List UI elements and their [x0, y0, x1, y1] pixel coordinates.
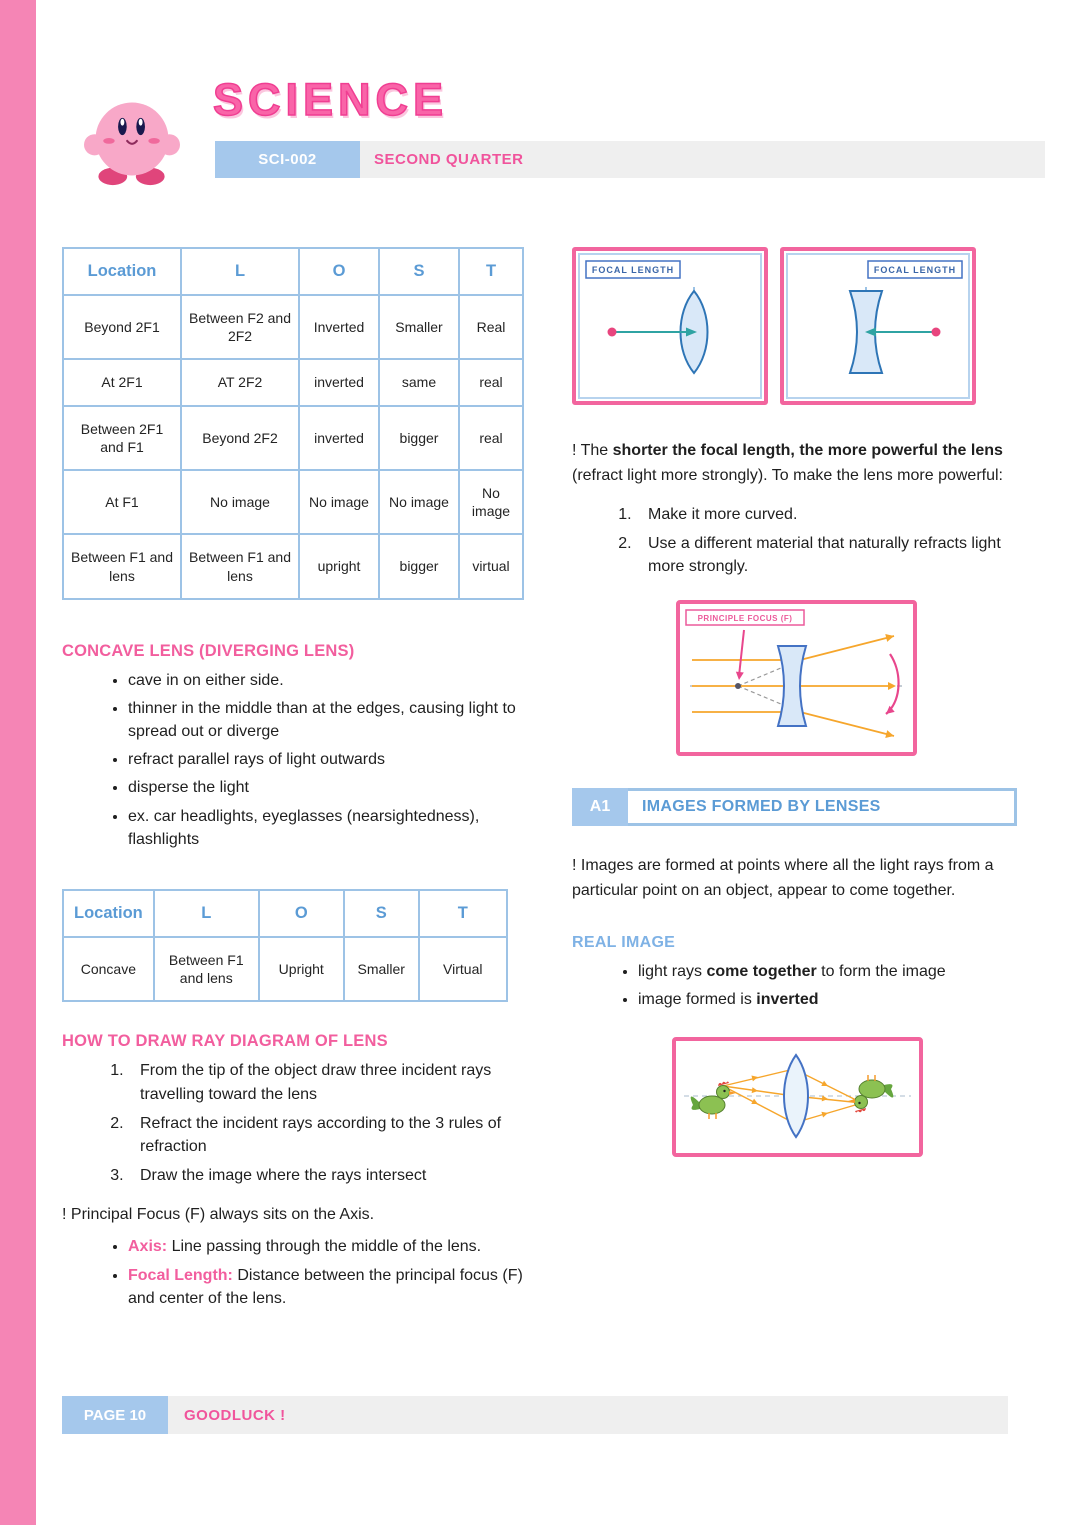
cell: Beyond 2F1 — [63, 295, 181, 359]
header-cell: O — [299, 248, 379, 295]
cell: At 2F1 — [63, 359, 181, 405]
right-column — [572, 247, 1017, 1157]
table-row — [63, 295, 523, 359]
table-header-row — [63, 890, 507, 937]
focal-length-text: Distance between the principal focus (F) and center of the lens. — [128, 1266, 523, 1307]
cell: Between F2 and 2F2 — [181, 295, 299, 359]
page-title: SCIENCE — [213, 74, 449, 125]
bullet-item: • ex. car headlights, eyeglasses (nearsightedness), flashlights — [128, 805, 524, 851]
focal-length-diagrams — [572, 247, 1017, 405]
cell: No image — [459, 470, 523, 534]
real-image-heading: REAL IMAGE — [572, 933, 676, 951]
images-formed-intro: ! Images are formed at points where all the light rays from a particular point on an object, appear to come together. — [572, 857, 994, 899]
bullet-post: to form the image — [816, 962, 946, 980]
convex-lens-shape — [784, 1055, 808, 1137]
concave-lens-image-table — [62, 889, 508, 1002]
header-cell: Location — [63, 890, 154, 937]
goodluck-label: GOODLUCK ! — [184, 1406, 286, 1424]
header-cell: L — [154, 890, 259, 937]
kirby-mascot-image — [84, 90, 180, 188]
kirby-illustration — [84, 90, 180, 188]
real-image-diagram — [672, 1037, 923, 1157]
cell: bigger — [379, 406, 459, 470]
table-row — [63, 359, 523, 405]
section-header-a1 — [572, 788, 1017, 826]
footer-bar — [168, 1396, 1008, 1434]
bullet-bold: come together — [706, 962, 817, 980]
header-cell: S — [379, 248, 459, 295]
bullet-item: • thinner in the middle than at the edges, causing light to spread out or diverge — [128, 697, 524, 743]
bullet-bold: inverted — [756, 990, 819, 1008]
header-cell: S — [344, 890, 419, 937]
footer — [62, 1396, 1008, 1434]
table-row — [63, 406, 523, 470]
cell: Smaller — [379, 295, 459, 359]
header-cell: L — [181, 248, 299, 295]
section-title: IMAGES FORMED BY LENSES — [628, 788, 1017, 826]
header-bar — [215, 141, 1045, 178]
convex-lens-images-table — [62, 247, 524, 600]
header-cell: T — [419, 890, 507, 937]
definitions-list — [62, 1235, 524, 1310]
concave-lens-bullet-list — [62, 669, 524, 851]
cell: At F1 — [63, 470, 181, 534]
cell: No image — [299, 470, 379, 534]
focal-length-label: FOCAL LENGTH — [591, 265, 675, 275]
cell: Between F1 and lens — [63, 534, 181, 598]
real-image-bullets — [572, 960, 1017, 1011]
cell: Between F1 and lens — [154, 937, 259, 1001]
step-item: 2. Refract the incident rays according to the 3 rules of refraction — [128, 1112, 524, 1158]
cell: same — [379, 359, 459, 405]
cell: AT 2F2 — [181, 359, 299, 405]
cell: virtual — [459, 534, 523, 598]
focal-length-term: Focal Length: — [128, 1266, 233, 1284]
cell: real — [459, 359, 523, 405]
header-cell: O — [259, 890, 344, 937]
cell: inverted — [299, 406, 379, 470]
focal-length-definition — [128, 1264, 524, 1310]
left-column — [62, 247, 524, 1315]
axis-definition — [128, 1235, 524, 1258]
header-cell: Location — [63, 248, 181, 295]
section-badge: A1 — [572, 788, 628, 826]
table-row — [63, 534, 523, 598]
table-row — [63, 470, 523, 534]
cell: upright — [299, 534, 379, 598]
cell: Between F1 and lens — [181, 534, 299, 598]
concave-lens-heading: CONCAVE LENS (DIVERGING LENS) — [62, 641, 355, 660]
table-header-row — [63, 248, 523, 295]
cell: Beyond 2F2 — [181, 406, 299, 470]
bullet-item: • cave in on either side. — [128, 669, 524, 692]
bullet-pre: image formed is — [638, 990, 757, 1008]
note-bold: shorter the focal length, the more powerful the lens — [612, 442, 1003, 459]
cell: inverted — [299, 359, 379, 405]
axis-text: Line passing through the middle of the lens. — [167, 1238, 482, 1256]
step-item: 3. Draw the image where the rays intersect — [128, 1164, 524, 1187]
subject-code-badge: SCI-002 — [215, 141, 360, 178]
cell: No image — [181, 470, 299, 534]
principle-focus-diagram — [676, 600, 917, 756]
cell: Between 2F1 and F1 — [63, 406, 181, 470]
principal-focus-note: ! Principal Focus (F) always sits on the Axis. — [62, 1206, 375, 1224]
bullet-item: • disperse the light — [128, 776, 524, 799]
bullet-item — [638, 988, 1017, 1011]
concave-focal-length-diagram — [780, 247, 976, 405]
left-accent-strip — [0, 0, 36, 1525]
focal-length-note — [572, 439, 1017, 489]
cell: Upright — [259, 937, 344, 1001]
principle-focus-label: PRINCIPLE FOCUS (F) — [697, 614, 793, 624]
table-row — [63, 937, 507, 1001]
bullet-item — [638, 960, 1017, 983]
focal-length-label: FOCAL LENGTH — [873, 265, 957, 275]
ray-diagram-steps — [62, 1059, 524, 1187]
bullet-item: • refract parallel rays of light outwards — [128, 748, 524, 771]
cell: Concave — [63, 937, 154, 1001]
convex-focal-length-diagram — [572, 247, 768, 405]
cell: Real — [459, 295, 523, 359]
cell: bigger — [379, 534, 459, 598]
powerful-lens-steps — [572, 503, 1017, 579]
axis-term: Axis: — [128, 1238, 168, 1256]
step-item: 1. From the tip of the object draw three incident rays travelling toward the lens — [128, 1059, 524, 1105]
bullet-pre: light rays — [638, 962, 707, 980]
quarter-label: SECOND QUARTER — [374, 151, 524, 168]
cell: Smaller — [344, 937, 419, 1001]
ray-diagram-heading: HOW TO DRAW RAY DIAGRAM OF LENS — [62, 1032, 388, 1051]
inverted-image-rooster — [848, 1075, 893, 1113]
cell: No image — [379, 470, 459, 534]
note-pre: ! The — [572, 442, 613, 459]
note-post: (refract light more strongly). To make the lens more powerful: — [572, 466, 1003, 484]
step-item: 1. Make it more curved. — [636, 503, 1017, 526]
cell: real — [459, 406, 523, 470]
step-item: 2. Use a different material that naturally refracts light more strongly. — [636, 532, 1017, 578]
header-cell: T — [459, 248, 523, 295]
cell: Virtual — [419, 937, 507, 1001]
cell: Inverted — [299, 295, 379, 359]
page-number-badge: PAGE 10 — [62, 1396, 168, 1434]
